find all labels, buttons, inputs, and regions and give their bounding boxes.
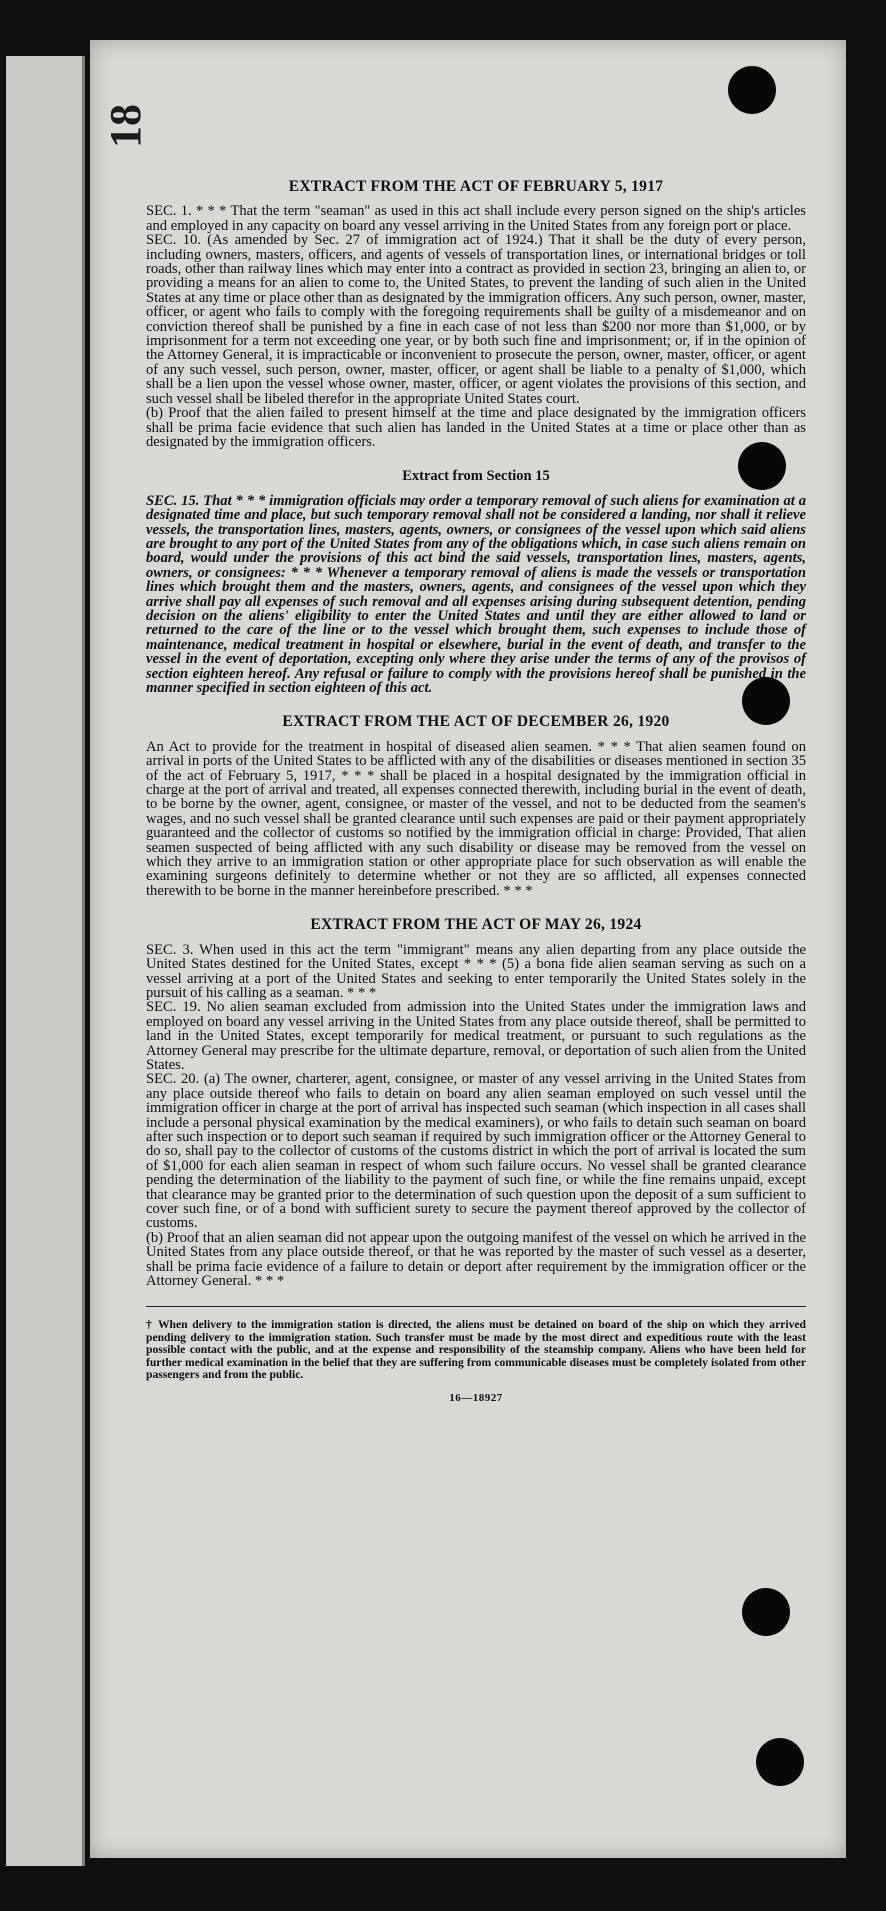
section-heading: EXTRACT FROM THE ACT OF DECEMBER 26, 1920 [282,713,670,731]
section-paragraph: (b) Proof that the alien failed to present himself at the time and place designated by the immigration officers shall be prima facie evidence that such alien has landed in the United States at a time or place other than as designated by the immigration officers. [146,405,806,450]
section-paragraph: SEC. 3. When used in this act the term "immigrant" means any alien departing from any place outside the United States destined for the United States, except * * * (5) a bona fide alien seaman serving as such on a vessel arriving at a port of the United States and seeking to enter temporarily the United States solely in the pursuit of his calling as a seaman. * * * [146,941,806,1001]
printer-mark: 16—18927 [449,1392,503,1405]
punch-hole [756,1738,804,1786]
legal-text-column [146,180,806,1406]
punch-hole [728,66,776,114]
section-paragraph: SEC. 19. No alien seaman excluded from admission into the United States under the immigration laws and employed on board any vessel arriving in the United States from any place outside thereof, shall be permitted to land in the United States, except temporarily for medical treatment, or pursuant to such regulations as the Attorney General may prescribe for the ultimate departure, removal, or deportation of such alien from the United States. [146,999,806,1073]
document-sheet [90,40,846,1858]
footnote-divider [146,1306,806,1307]
section-paragraph-italic: SEC. 15. That * * * immigration officials may order a temporary removal of such aliens for examination at a designated time and place, but such temporary removal shall not be considered a landing, nor shall it relieve vessels, the transportation lines, masters, agents, owners, or consignees of the vessel upon which said aliens are brought to any port of the United States from any of the obligations which, in case such aliens remain on board, would under the provisions of this act bind the said vessels, transportation lines, masters, agents, owners, or consignees: * * * Whenever a temporary removal of aliens is made the vessels or transportation lines which brought them and the masters, owners, agents, and consignees of the vessel upon which they arrive shall pay all expenses of such removal and all expenses arising during subsequent detention, pending decision on the aliens' eligibility to enter the United States and until they are either allowed to land or returned to the care of the line or to the vessel which brought them, such expenses to include those of maintenance, medical treatment in hospital or elsewhere, burial in the event of death, and transfer to the vessel in the event of deportation, excepting only where they arise under the terms of any of the provisos of section eighteen hereof. Any refusal or failure to comply with the provisions hereof shall be punished in the manner specified in section eighteen of this act. [146,492,806,696]
section-paragraph: SEC. 1. * * * That the term "seaman" as used in this act shall include every person signed on the ship's articles and employed in any capacity on board any vessel arriving in the United States from any foreign port or place. [146,203,806,234]
section-paragraph: SEC. 10. (As amended by Sec. 27 of immigration act of 1924.) That it shall be the duty of every person, including owners, masters, officers, and agents of vessels of transportation lines, or international bridges or toll roads, other than railway lines which may enter into a contract as provided in section 23, bringing an alien to, or providing a means for an alien to come to, the United States, to prevent the landing of such alien in the United States at any time or place other than as designated by the immigration officers. Any such person, owner, master, officer, or agent who fails to comply with the foregoing requirements shall be guilty of a misdemeanor and on conviction thereof shall be punished by a fine in each case of not less than $200 nor more than $1,000, or by imprisonment for a term not exceeding one year, or by both such fine and imprisonment; or, if in the opinion of the Attorney General, it is impracticable or inconvenient to prosecute the person, owner, master, officer, or agent of any such vessel, such person, owner, master, officer, or agent shall be liable to a penalty of $1,000, which shall be a lien upon the vessel whose owner, master, officer, or agent violates the provisions of this section, and such vessel shall be libeled therefor in the appropriate United States court. [146,232,806,407]
section-paragraph: An Act to provide for the treatment in hospital of diseased alien seamen. * * * That alien seamen found on arrival in ports of the United States to be afflicted with any of the disabilities or diseases mentioned in section 35 of the act of February 5, 1917, * * * shall be placed in a hospital designated by the immigration official in charge at the port of arrival and treated, all expenses connected therewith, including burial in the event of death, to be borne by the owner, agent, consignee, or master of the vessel, and not to be deducted from the seamen's wages, and no such vessel shall be granted clearance until such expenses are paid or their payment appropriately guaranteed and the collector of customs so notified by the immigration official in charge: Provided, That alien seamen suspected of being afflicted with any such disability or disease may be removed from the vessel on which they arrive to an immigration station or other appropriate place for such observation as will enable the examining surgeons definitely to determine whether or not they are so afflicted, all expenses connected therewith to be borne in the manner hereinbefore prescribed. * * * [146,738,806,899]
section-paragraph: SEC. 20. (a) The owner, charterer, agent, consignee, or master of any vessel arriving in the United States from any place outside thereof who fails to detain on board any alien seaman employed on such vessel until the immigration officer in charge at the port of arrival has inspected such seaman (which inspection in all cases shall include a personal physical examination by the medical examiners), or who fails to detain such seaman on board after such inspection or to deport such seaman if required by such immigration officer or the Attorney General to do so, shall pay to the collector of customs of the customs district in which the port of arrival is located the sum of $1,000 for each alien seaman in respect of whom such failure occurs. No vessel shall be granted clearance pending the determination of the liability to the payment of such fine, or while the fine remains unpaid, except that clearance may be granted prior to the determination of such question upon the deposit of a sum sufficient to cover such fine, or of a bond with sufficient surety to secure the payment thereof approved by the collector of customs. [146,1071,806,1232]
punch-hole [742,1588,790,1636]
section-paragraph: (b) Proof that an alien seaman did not appear upon the outgoing manifest of the vessel on which he arrived in the United States from any place outside thereof, or that he was reported by the master of such vessel as a deserter, shall be prima facie evidence of a failure to detain or deport after requirement by the immigration officer or the Attorney General. * * * [146,1229,806,1290]
footnote-text: † When delivery to the immigration station is directed, the aliens must be detained on board of the ship on which they arrived pending delivery to the immigration station. Such transfer must be made by the most direct and expeditious route with the least possible contact with the public, and at the expense and responsibility of the steamship company. Aliens who have been held for further medical examination in the belief that they are suffering from communicable diseases must be completely isolated from other passengers and from the public. [146,1318,806,1382]
section-heading: EXTRACT FROM THE ACT OF FEBRUARY 5, 1917 [288,178,664,195]
section-subheading: Extract from Section 15 [402,468,550,485]
left-backing-strip [6,56,85,1866]
section-heading: EXTRACT FROM THE ACT OF MAY 26, 1924 [310,916,642,934]
handwritten-sheet-number: 18 [101,104,150,148]
